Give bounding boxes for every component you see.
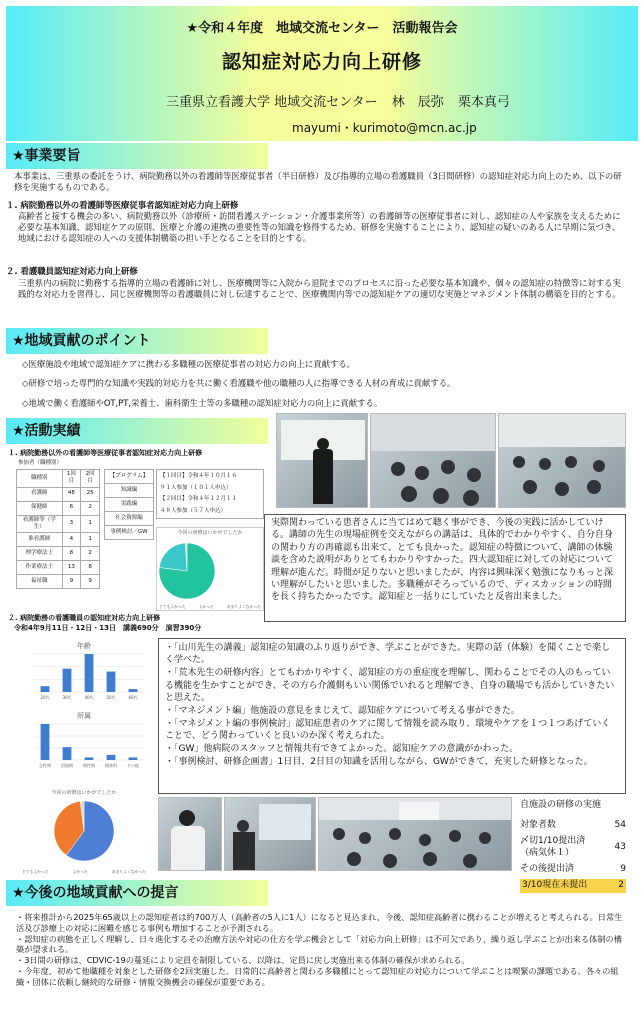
point-3: ◇地域で働く看護師やOT,PT,栄養士、歯科衛生士等の多職種の認知症対応力の向上に貢献する。 <box>22 398 383 408</box>
future-item: ・今年度、初めて他職種を対象とした研修を2回実施した。日常的に高齢者と関わる多職種にとって認知症の対応力について学ぶことは喫緊の課題である。各々の組織・団体に依頼し継続的な研修・情報交換機会の確保が重要である。 <box>16 966 619 987</box>
status-row <box>520 836 626 860</box>
program-table <box>104 469 154 540</box>
sessions-box <box>156 469 264 519</box>
status-value: 2 <box>618 880 624 891</box>
bar-tick-label: 20代 <box>40 695 50 700</box>
event-title: ★令和４年度 地域交流センター 活動報告会 <box>186 21 458 36</box>
comment-item: ・「荒木先生の研修内容」とてもわかりやすく、認知症の方の重症度を理解し、関わることでその人のもっている機能を生かすことができ、その方ら介護側もいい関係でいれると理解でき、自身の職場でも活かしていきたいと思えた。 <box>165 668 615 704</box>
table-cell: 6 <box>62 501 81 515</box>
overview-item2-body: 三重県内の病院に勤務する指導的立場の看護師に対し、医療機関等に入院から退院までのプロセスに沿った必要な基本知識や、個々の認知症の特徴等に対する実践的な対応力を習得し、同じ医療機関等の看護職員に対し伝達することで、医療機関内等での認知症ケアの適切な実施とマネジメント体制の構築を目的とする。 <box>18 278 621 300</box>
status-label: 3/10現在未提出 <box>522 880 588 891</box>
bar1-svg <box>20 650 148 702</box>
bar-急性期 <box>41 724 50 760</box>
pie1-legend <box>159 604 261 609</box>
bar-50代 <box>107 672 116 692</box>
photo-presentation <box>224 797 316 871</box>
author-2: 栗本真弓 <box>457 95 510 110</box>
table-cell: 1 <box>81 515 100 533</box>
photo-classroom <box>498 413 626 508</box>
comment-item: ・「事例検討、研修企画書」1日目、2日目の知識を活用しながら、GWができて、充実した研修となった。 <box>165 757 593 768</box>
legend-item: あまりよくなかった <box>111 869 146 874</box>
bar-tick-label: 精神科 <box>105 763 117 768</box>
bar-精神科 <box>107 755 116 760</box>
legend-item: よかった <box>198 604 214 609</box>
bar-20代 <box>41 686 50 692</box>
status-value: 9 <box>620 863 626 874</box>
pie-chart-2 <box>20 790 148 874</box>
table-cell: 看護師 <box>17 487 63 501</box>
bar2-svg <box>20 720 148 770</box>
table-header: 2回目 <box>81 470 100 488</box>
table-row <box>17 561 100 575</box>
legend-item: あまりよくなかった <box>226 604 261 609</box>
program-item: 実践編 <box>105 498 154 512</box>
comment-item: ・「マネジメント編の事例検討」認知症患者のケアに関して情報を読み取り、環境やケアを１つ１つあげていくことで、どう関わっていくと良いのか深く考えられた。 <box>165 718 611 742</box>
photo-lecture-hall <box>370 413 496 508</box>
future-item: ・認知症の病態を正しく理解し、日々進化するその治療方法や対応の仕方を学ぶ機会として「対応力向上研修」は不可欠であり、繰り返し学ぶことが出来る体制の構築が望まれる。 <box>16 933 622 955</box>
table-row <box>17 547 100 561</box>
table-cell: 准看護師 <box>17 533 63 547</box>
table-cell: 13 <box>62 561 81 575</box>
results-sub2-date: 令和4年9月11日・12日・13日 講義690分 演習390分 <box>14 624 202 632</box>
bar-tick-label: その他 <box>127 763 139 768</box>
table-cell: 8 <box>62 547 81 561</box>
overview-item2-title: ２. 看護職員認知症対応力向上研修 <box>6 266 138 276</box>
results-sub2: ２. 病院勤務の看護職員の認知症対応力向上研修 <box>8 614 161 622</box>
table-cell: 25 <box>81 487 100 501</box>
table-cell: 9 <box>62 575 81 589</box>
point-1: ◇医療施設や地域で認知症ケアに携わる多職種の医療従事者の対応力の向上に貢献する。 <box>22 359 356 369</box>
program-header: 【プログラム】 <box>105 470 154 484</box>
session-line: ４８人参加（５７人申込） <box>160 507 227 514</box>
legend-item: とてもよかった <box>22 869 49 874</box>
comment-item: ・「山川先生の講義」認知症の知識のふり返りができ、学ぶことができた。実際の話（体験）を聞くことで楽しく学べた。 <box>165 643 611 666</box>
table-cell: 2 <box>81 501 100 515</box>
section-heading-results: ★活動実績 <box>6 418 268 444</box>
table-cell: 8 <box>81 561 100 575</box>
overview-item1-body: 高齢者と接する機会の多い、病院勤務以外（診療所・訪問看護ステーション・介護事業所等）の看護師等の医療従事者に対し、認知症の人や家族を支えるために必要な基本知識、認知症ケアの原則、医療と介護の連携の重要性等の知識を修得するため、研修を実施することにより、認知症の疑いのある人に早期に気づき、地域における認知症の人への支援体制構築の担い手となることを目的とする。 <box>18 211 621 244</box>
participants-table <box>16 469 100 589</box>
session-line: 【１回目】令和４年１０月１６ <box>160 473 238 479</box>
bar-その他 <box>129 757 138 760</box>
bar-30代 <box>63 669 72 692</box>
point-2: ◇研修で培った専門的な知識や実践的対応力を共に働く看護職や他の職種の人に指導できる人材の育成に貢献する。 <box>22 378 456 388</box>
table-cell: 4 <box>62 533 81 547</box>
table-cell: 2 <box>81 547 100 561</box>
legend-item: とてもよかった <box>159 604 186 609</box>
poster-header <box>6 6 638 141</box>
bar-chart-affiliation <box>20 712 148 770</box>
section-heading-overview: ★事業要旨 <box>6 143 268 169</box>
table-cell: 1 <box>81 533 100 547</box>
table-row <box>17 487 100 501</box>
authors-line <box>166 94 520 111</box>
table-cell: 作業療法士 <box>17 561 63 575</box>
pie1-svg <box>157 537 265 607</box>
bar-tick-label: 慢性期 <box>83 763 95 768</box>
session-line: 【２回目】令和４年１２月１１ <box>160 496 238 503</box>
contact-email[interactable]: mayumi・kurimoto@mcn.ac.jp <box>292 121 477 135</box>
table-cell: 理学療法士 <box>17 547 63 561</box>
author-1: 林 辰弥 <box>391 95 444 110</box>
table-header: 職種別 <box>17 470 63 488</box>
comment-item: ・「GW」他病院のスタッフと情報共有できてよかった。認知症ケアの意識がかわった。 <box>165 744 519 755</box>
pie-slice-よかった <box>159 543 187 571</box>
bar-tick-label: 50代 <box>106 695 116 700</box>
table-cell: 9 <box>81 575 100 589</box>
table-cell: 3 <box>62 515 81 533</box>
pie2-title: 今回の研修はいかがでしたか <box>51 790 117 796</box>
bar-60代 <box>129 689 138 692</box>
table-cell: 48 <box>62 487 81 501</box>
session-line: ９１人参加（１０１人申込） <box>160 484 232 491</box>
pie2-svg <box>20 797 148 865</box>
bar2-title: 所属 <box>77 712 91 720</box>
photo-lecture-speaker <box>276 413 368 508</box>
legend-item: よかった <box>72 869 88 874</box>
status-label: その後提出済 <box>520 863 575 874</box>
overview-intro: 本事業は、三重県の委託をうけ、病院勤務以外の看護師等医療従事者（半日研修）及び指導的立場の看護職員（3日間研修）の認知症対応力向上のため、以下の研修を実施するものである。 <box>14 171 622 193</box>
table-row <box>17 501 100 515</box>
section-heading-future: ★今後の地域貢献への提言 <box>6 880 268 906</box>
pie-chart-1 <box>156 527 264 611</box>
table-row <box>17 575 100 589</box>
table-row <box>17 515 100 533</box>
comment-item: ・「マネジメント編」他施設の意見をまじえて、認知症ケアについて考える事ができた。 <box>165 706 520 717</box>
future-item: ・将来推計から2025年65歳以上の認知症者は約700万人（高齢者の5人に1人）になると見込まれ、今後、認知症高齢者に携わることが増えると考えられる。日常生活及び診療上の対応に困難を感じる事例も増加することが予測される。 <box>16 912 623 933</box>
photo-group-work <box>318 797 512 871</box>
bar-tick-label: 40代 <box>84 695 94 700</box>
bar-chart-age <box>20 642 148 702</box>
pie2-legend <box>22 869 146 874</box>
bar-tick-label: 急性期 <box>39 763 51 768</box>
results-sub1-note: 参加者（職種別） <box>18 460 63 466</box>
overview-item1-title: １. 病院勤務以外の看護師等医療従事者認知症対応力向上研修 <box>6 200 239 210</box>
status-value: 54 <box>614 819 626 830</box>
participant-comments <box>158 638 626 794</box>
status-title: 自施設の研修の実施 <box>520 800 602 810</box>
status-row <box>520 864 626 876</box>
poster-title: 認知症対応力向上研修 <box>221 51 422 73</box>
status-row-highlight <box>520 879 626 893</box>
bar-慢性期 <box>85 757 94 760</box>
table-row <box>17 533 100 547</box>
program-item: 事例検討／GW <box>105 526 154 540</box>
bar1-title: 年齢 <box>77 642 91 650</box>
bar-tick-label: 60代 <box>128 695 138 700</box>
table-cell: 保健師 <box>17 501 63 515</box>
table-cell: 福祉職 <box>17 575 63 589</box>
bar-回復期 <box>63 747 72 760</box>
section-heading-points: ★地域貢献のポイント <box>6 328 268 354</box>
organization: 三重県立看護大学 地域交流センター <box>166 95 378 110</box>
status-label: 〆切1/10提出済（病気休１） <box>520 835 586 858</box>
status-value: 43 <box>614 841 626 852</box>
bar-tick-label: 30代 <box>62 695 72 700</box>
status-row <box>520 820 626 832</box>
bar-40代 <box>85 654 94 692</box>
status-label: 対象者数 <box>520 819 557 830</box>
pie1-title: 今回の研修はいかがでしたか <box>177 530 243 536</box>
future-list <box>16 912 626 988</box>
bar-tick-label: 回復期 <box>61 763 73 768</box>
photo-speaker-mic <box>158 797 222 871</box>
training-status <box>520 800 626 893</box>
results-sub1: １. 病院勤務以外の看護師等医療従事者認知症対応力向上研修 <box>8 449 203 457</box>
table-cell: 看護師等（学生） <box>17 515 63 533</box>
program-item: 社会資源編 <box>105 512 154 526</box>
table-header: 1回目 <box>62 470 81 488</box>
future-item: ・3日間の研修は、CDVIC-19の蔓延により定員を制限している、以降は、定員に戻し実施出来る体制の確保が求められる。 <box>16 955 470 966</box>
participant-quotes-1: 実際関わっている患者さんに当てはめて聴く事ができ、今後の実践に活かしていける。講師の先生の現場症例を交えながらの講話は、具体的でわかりやすく、自分自身の関わり方の再確認も出来て、とても良かった。認知症の特徴について、講師の体験談を含めた説明がありとてもわかりやすかった。四大認知症に対しての対応について理解が進んだ。時間が足りないと思いましたが、内容は興味深く勉強になりもっと深い理解がしたいと思いました。多職種がそろっているので、ディスカッションの時間を長く持ちたかったです。認知症と一括りにしていたと反省出来ました。 <box>264 514 626 622</box>
program-item: 知識編 <box>105 484 154 498</box>
